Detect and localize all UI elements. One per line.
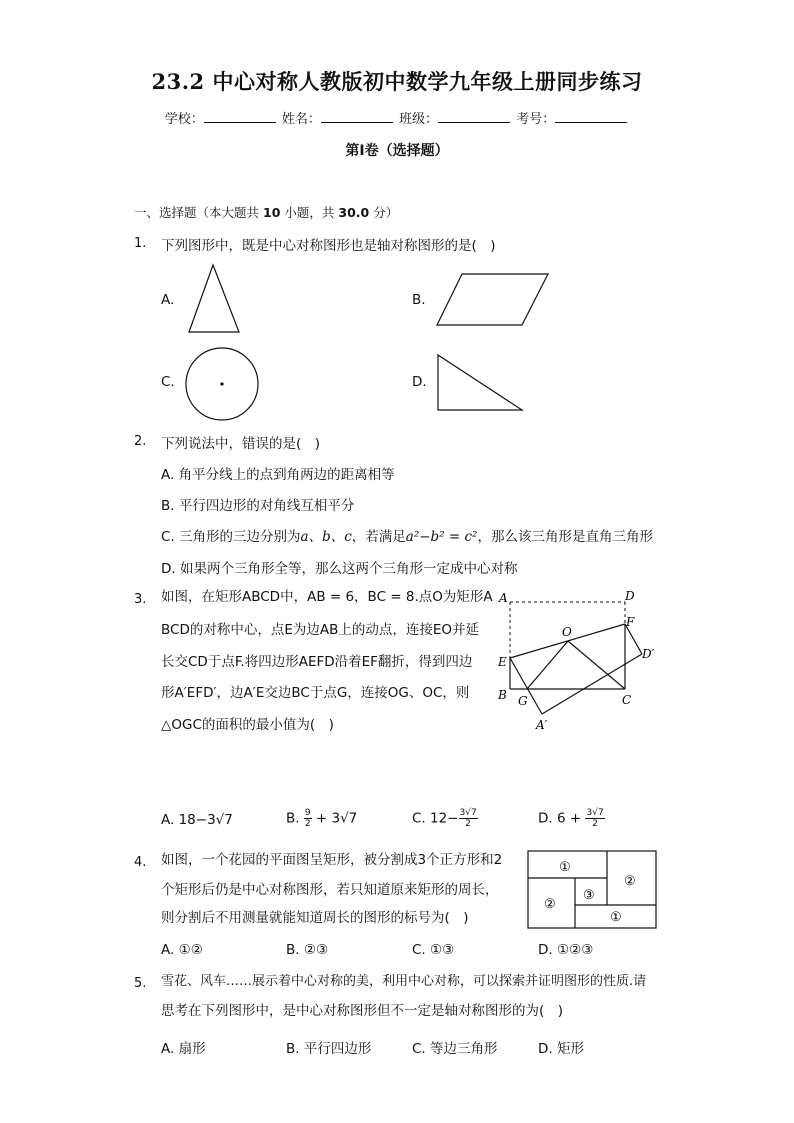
- garden-label-3-center: ③: [583, 888, 595, 903]
- q4-option-a-letter: A.: [161, 942, 175, 958]
- section-heading: [134, 203, 398, 221]
- q4-option-b[interactable]: [286, 942, 328, 958]
- q2-option-c-letter: C.: [161, 529, 175, 545]
- q1-option-b-letter[interactable]: B.: [412, 292, 426, 308]
- q3-option-d-fraction: [585, 808, 604, 829]
- q3-option-d-pre: 6 +: [556, 810, 582, 827]
- q3-option-b-rest: + 3√7: [315, 810, 358, 827]
- q2-option-b-text: 平行四边形的对角线互相平分: [178, 498, 355, 514]
- q2-option-b[interactable]: [161, 494, 354, 514]
- q4-option-b-letter: B.: [286, 942, 300, 958]
- volume-heading: 第Ⅰ卷（选择题）: [345, 143, 449, 159]
- q5-option-b-letter: B.: [286, 1041, 300, 1057]
- section-score: 30.0: [338, 205, 370, 220]
- q1-option-a-letter[interactable]: A.: [161, 292, 175, 308]
- q3-geometry-figure: [492, 586, 668, 736]
- q1-stem: 下列图形中，既是中心对称图形也是轴对称图形的是( ): [161, 238, 496, 254]
- q4-option-a-text: ①②: [178, 942, 203, 958]
- q4-option-c-letter: C.: [412, 942, 426, 958]
- q3-option-d-den: 2: [592, 819, 598, 829]
- q3-option-d-num: 3√7: [586, 808, 604, 818]
- q4-option-c[interactable]: [412, 942, 454, 958]
- q4-garden-figure: [526, 849, 660, 931]
- q5-option-b[interactable]: [286, 1037, 371, 1057]
- label-b: B: [498, 688, 507, 702]
- q3-option-c-num: 3√7: [459, 808, 477, 818]
- q2-option-b-letter: B.: [161, 498, 175, 514]
- label-a-prime: A′: [536, 718, 548, 732]
- q2-option-d[interactable]: [161, 557, 517, 577]
- q5-option-c-text: 等边三角形: [430, 1041, 498, 1057]
- q5-number: 5.: [134, 976, 147, 991]
- q3-option-a-letter: A.: [161, 812, 175, 828]
- garden-label-2-left: ②: [544, 897, 556, 912]
- label-o: O: [562, 625, 572, 639]
- q2-option-a-text: 角平分线上的点到角两边的距离相等: [178, 467, 395, 483]
- q5-option-d[interactable]: [538, 1037, 584, 1057]
- q4-option-c-text: ①③: [430, 942, 455, 958]
- q3-line-3: 长交CD于点F.将四边形AEFD沿着EF翻折，得到四边: [161, 654, 473, 670]
- q3-line-5: △OGC的面积的最小值为( ): [161, 717, 334, 733]
- q3-option-b-den: 2: [304, 819, 311, 829]
- q3-option-c-pre: 12−: [430, 810, 459, 827]
- garden-label-1-bottom: ①: [610, 910, 622, 925]
- q3-option-d[interactable]: [538, 808, 605, 829]
- q5-option-d-text: 矩形: [556, 1041, 584, 1057]
- q1-option-d-letter[interactable]: D.: [412, 374, 427, 390]
- garden-label-1-top: ①: [559, 860, 571, 875]
- exam-no-label: 考号：: [516, 112, 556, 127]
- q5-line-2: 思考在下列图形中，是中心对称图形但不一定是轴对称图形的为( ): [161, 1003, 564, 1019]
- q5-option-a-text: 扇形: [178, 1041, 206, 1057]
- garden-label-2-right: ②: [624, 874, 636, 889]
- label-a: A: [499, 591, 508, 605]
- q1-option-c-letter[interactable]: C.: [161, 374, 175, 390]
- class-label: 班级：: [399, 112, 439, 127]
- label-f: F: [626, 615, 635, 629]
- school-label: 学校：: [164, 112, 204, 127]
- name-label: 姓名：: [281, 112, 321, 127]
- q4-option-d-text: ①②③: [556, 942, 594, 958]
- q2-number: 2.: [134, 434, 147, 449]
- q2-option-c[interactable]: [161, 525, 653, 545]
- label-d-prime: D′: [642, 647, 655, 661]
- q5-option-a[interactable]: [161, 1037, 206, 1057]
- q2-option-d-letter: D.: [161, 561, 176, 577]
- section-count: 10: [263, 205, 281, 220]
- school-blank[interactable]: [204, 110, 276, 123]
- q4-option-d-letter: D.: [538, 942, 553, 958]
- q3-line-4: 形A′EFD′，边A′E交边BC于点G，连接OG、OC，则: [161, 685, 470, 701]
- q5-option-c[interactable]: [412, 1037, 498, 1057]
- q2-option-a-letter: A.: [161, 467, 175, 483]
- section-end: 分）: [373, 205, 399, 220]
- q3-option-d-letter: D.: [538, 810, 553, 827]
- q2-option-c-formula: a²−b² = c²: [405, 529, 478, 545]
- q2-option-c-text-a: 三角形的三边分别为: [179, 529, 301, 545]
- q4-number: 4.: [134, 855, 147, 870]
- q1-option-a-triangle-figure: [185, 262, 243, 336]
- section-mid: 小题，共: [284, 205, 335, 220]
- q2-option-a[interactable]: [161, 463, 395, 483]
- exam-no-blank[interactable]: [555, 110, 627, 123]
- q2-stem: 下列说法中，错误的是( ): [161, 436, 321, 452]
- q2-option-c-text-c: ，那么该三角形是直角三角形: [477, 529, 653, 545]
- q5-line-1: 雪花、风车……展示着中心对称的美，利用中心对称，可以探索并证明图形的性质.请: [161, 974, 647, 989]
- label-e: E: [498, 655, 507, 669]
- q4-option-b-text: ②③: [303, 942, 329, 958]
- q5-option-b-text: 平行四边形: [303, 1041, 372, 1057]
- q5-option-a-letter: A.: [161, 1041, 175, 1057]
- label-d: D: [625, 589, 635, 603]
- q1-option-c-circle-figure: [184, 346, 260, 422]
- q3-option-c-letter: C.: [412, 810, 426, 827]
- q3-option-b[interactable]: [286, 808, 357, 829]
- class-blank[interactable]: [438, 110, 510, 123]
- q4-option-d[interactable]: [538, 942, 593, 958]
- q3-option-b-num: 9: [304, 808, 311, 818]
- q3-option-a-text: 18−3√7: [178, 812, 233, 828]
- q3-option-b-letter: B.: [286, 810, 300, 827]
- q3-option-c-fraction: [459, 808, 478, 829]
- q5-option-c-letter: C.: [412, 1041, 426, 1057]
- student-info-row: [0, 108, 794, 127]
- label-g: G: [518, 694, 528, 708]
- q1-number: 1.: [134, 236, 147, 251]
- q4-line-3: 则分割后不用测量就能知道周长的图形的标号为( ): [161, 910, 469, 926]
- q2-option-c-vars: a、b、c: [300, 529, 352, 545]
- q3-option-c-den: 2: [465, 819, 471, 829]
- q5-option-d-letter: D.: [538, 1041, 553, 1057]
- page-title: 23.2 中心对称人教版初中数学九年级上册同步练习: [151, 69, 643, 94]
- q3-option-a[interactable]: [161, 812, 233, 828]
- q3-option-b-fraction: [304, 808, 312, 829]
- q3-line-1: 如图，在矩形ABCD中，AB = 6，BC = 8.点O为矩形A: [161, 589, 493, 605]
- q4-line-1: 如图，一个花园的平面图呈矩形，被分割成3个正方形和2: [161, 852, 503, 868]
- q3-number: 3.: [134, 592, 147, 607]
- q4-line-2: 个矩形后仍是中心对称图形，若只知道原来矩形的周长，: [161, 882, 499, 898]
- q2-option-d-text: 如果两个三角形全等，那么这两个三角形一定成中心对称: [179, 561, 518, 577]
- q4-option-a[interactable]: [161, 942, 203, 958]
- q1-option-b-parallelogram-figure: [435, 270, 551, 330]
- q1-option-d-right-triangle-figure: [434, 352, 526, 414]
- q3-option-c[interactable]: [412, 808, 478, 829]
- q3-line-2: BCD的对称中心，点E为边AB上的动点，连接EO并延: [161, 622, 480, 638]
- section-label: 一、选择题（本大题共: [134, 205, 260, 220]
- q2-option-c-text-b: ，若满足: [351, 529, 406, 545]
- name-blank[interactable]: [321, 110, 393, 123]
- label-c: C: [622, 693, 632, 707]
